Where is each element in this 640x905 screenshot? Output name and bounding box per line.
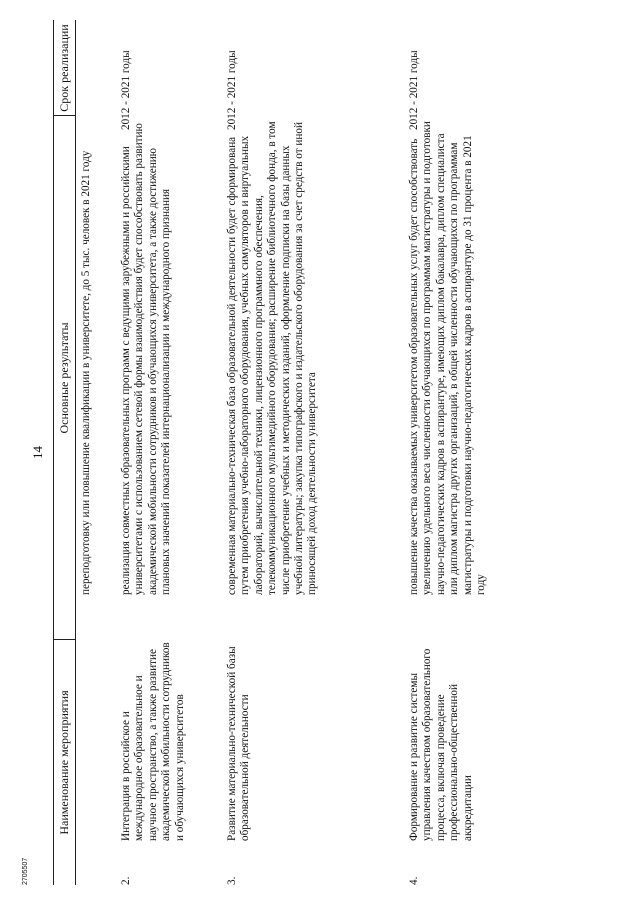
document-id: 2705507 xyxy=(22,857,29,885)
header-results: Основные результаты xyxy=(57,322,71,434)
row-4-number: 4. xyxy=(408,876,420,885)
row-3-period: 2012 - 2021 годы xyxy=(226,50,238,130)
header-name: Наименование мероприятия xyxy=(57,690,71,835)
row-4-name: Формирование и развитие системы управления качеством образовательного процесса, включая проведение профессионально-общественной аккредитации xyxy=(408,648,474,841)
row-continuation-results: переподготовку или повышение квалификации в университете, до 5 тыс. человек в 2021 году xyxy=(80,150,92,595)
header-period: Срок реализации xyxy=(57,24,71,112)
row-4-results: повышение качества оказываемых университетом образовательных услуг будет способствовать увеличению удельного веса численности обучающихся по программам магистратуры и подготовки научно-педагогических кадров в аспирантуре, имеющих диплом бакалавра, диплом специалиста или диплом магистра других организаций, в общей численности обучающихся по программам магистратуры и подготовки научно-педагогических кадров в аспирантуре до 31 процента в 2021 году xyxy=(408,121,488,595)
document-page xyxy=(20,20,620,885)
header-divider xyxy=(53,639,75,640)
row-2-number: 2. xyxy=(120,876,132,885)
row-3-name: Развитие материально-технической базы образовательной деятельности xyxy=(226,646,252,841)
page-number: 14 xyxy=(30,446,45,459)
row-2-results: реализация совместных образовательных программ с ведущими зарубежными и российскими университетами с использованием сетевой формы взаимодействия будет способствовать развитию академической мобильности сотрудников и обучающихся университета, а также достижению плановых значений показателей интернационализации и международного признания xyxy=(120,123,173,595)
row-2-name: Интеграция в российское и международное образовательное и научное пространство, а также развитие академической мобильности сотрудников и обучающихся университетов xyxy=(120,642,186,841)
row-2-period: 2012 - 2021 годы xyxy=(120,50,132,130)
row-3-number: 3. xyxy=(226,876,238,885)
row-3-results: современная материально-техническая база образовательной деятельности будет сформирована путем приобретения учебно-лабораторного оборудования, учебных симуляторов и виртуальных лабораторий, вычислительной техники, лицензионного программного обеспечения, телекоммуникационного мультимедийного оборудования; расширение библиотечного фонда, в том числе приобретение учебных и методических изданий, оформление подписки на базы данных учебной литературы; закупка типографского и издательского оборудования за счет средств от иной приносящей доход деятельности университета xyxy=(226,121,319,595)
table-header xyxy=(53,20,76,885)
header-divider xyxy=(53,115,75,116)
row-4-period: 2012 - 2021 годы xyxy=(408,50,420,130)
